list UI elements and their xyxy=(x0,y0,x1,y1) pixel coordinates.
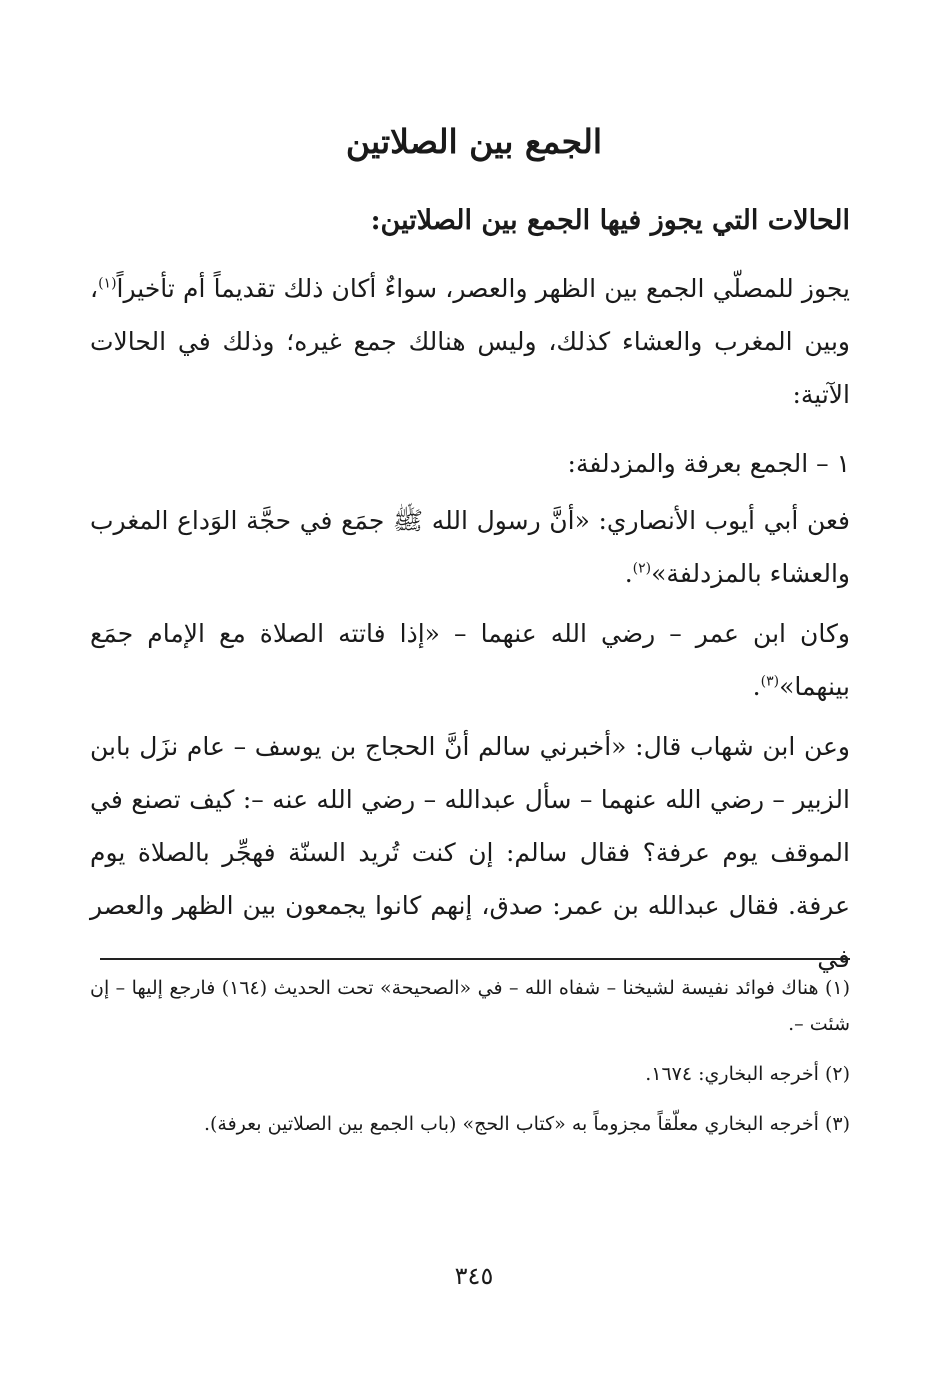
paragraph-intro xyxy=(90,262,850,421)
paragraph-ibn-shihab xyxy=(90,720,850,985)
footnote-1: (١) هناك فوائد نفيسة لشيخنا – شفاه الله – في «الصحيحة» تحت الحديث (١٦٤) فارجع إليها – إن شئت –. xyxy=(90,977,850,1035)
paragraph-ibn-umar xyxy=(90,607,850,713)
paragraph-text-continued: . xyxy=(752,672,761,701)
chapter-title: الجمع بين الصلاتين xyxy=(345,122,603,161)
footnote-3: (٣) أخرجه البخاري معلّقاً مجزوماً به «كتاب الحج» (باب الجمع بين الصلاتين بعرفة). xyxy=(203,1113,850,1135)
paragraph-text: ١ – الجمع بعرفة والمزدلفة: xyxy=(567,449,850,478)
paragraph-text: وعن ابن شهاب قال: «أخبرني سالم أنَّ الحجاج بن يوسف – عام نزَل بابن الزبير – رضي الله عنهما – سأل عبدالله – رضي الله عنه –: كيف تصنع في الموقف يوم عرفة؟ فقال سالم: إن كنت تُريد السنّة فهجِّر بالصلاة يوم عرفة. فقال عبدالله بن عمر: صدق، إنهم كانوا يجمعون بين الظهر والعصر في xyxy=(90,732,850,973)
footnote-ref: (١) xyxy=(98,275,117,292)
paragraph-text: وكان ابن عمر – رضي الله عنهما – «إذا فاتته الصلاة مع الإمام جمَع بينهما» xyxy=(90,619,850,701)
paragraph-item-heading xyxy=(90,437,850,490)
footnote-ref: (٣) xyxy=(760,673,780,690)
footnote-ref: (٢) xyxy=(632,560,652,577)
page-number: ٣٤٥ xyxy=(454,1262,494,1290)
footnote-divider xyxy=(100,958,850,960)
paragraph-text: فعن أبي أيوب الأنصاري: «أنَّ رسول الله ﷺ جمَع في حجَّة الوَداع المغرب والعشاء بالمزدلفة» xyxy=(90,506,850,588)
paragraph-text-continued: . xyxy=(624,559,633,588)
footnote-2: (٢) أخرجه البخاري: ١٦٧٤. xyxy=(645,1063,850,1085)
footnotes xyxy=(90,970,850,1156)
paragraph-hadith-abu-ayyub xyxy=(90,494,850,600)
paragraph-text-continued: ، وبين المغرب والعشاء كذلك، وليس هنالك جمع غيره؛ وذلك في الحالات الآتية: xyxy=(90,274,850,409)
paragraph-text: يجوز للمصلّي الجمع بين الظهر والعصر، سواءٌ أكان ذلك تقديماً أم تأخيراً xyxy=(116,274,850,303)
section-heading: الحالات التي يجوز فيها الجمع بين الصلاتين: xyxy=(370,205,850,236)
